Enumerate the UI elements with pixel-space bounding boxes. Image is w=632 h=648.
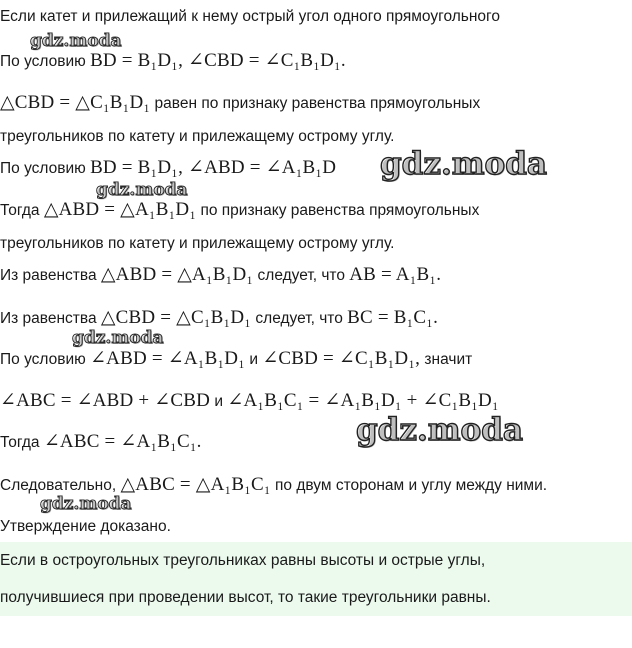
- text-line-14: Утверждение доказано.: [0, 518, 171, 535]
- text-line-8: Из равенства △ABD = △A₁B₁D₁ следует, что AB = A₁B₁.: [0, 264, 442, 285]
- text-line-4: треугольников по катету и прилежащему острому углу.: [0, 128, 395, 145]
- watermark-5: gdz.moda: [356, 412, 523, 448]
- text-line-11: ∠ABC = ∠ABD + ∠CBD и ∠A₁B₁C₁ = ∠A₁B₁D₁ + ∠C₁B₁D₁: [0, 390, 499, 411]
- text-line-2: По условию BD = B₁D₁, ∠CBD = ∠C₁B₁D₁.: [0, 50, 346, 71]
- highlight-line-1: Если в остроугольных треугольниках равны высоты и острые углы,: [0, 552, 486, 569]
- text-line-9: Из равенства △CBD = △C₁B₁D₁ следует, что BC = B₁C₁.: [0, 307, 439, 328]
- highlight-line-2: получившиеся при проведении высот, то такие треугольники равны.: [0, 589, 491, 606]
- watermark-4: gdz.moda: [72, 328, 164, 348]
- text-line-13: Следовательно, △ABC = △A₁B₁C₁ по двум сторонам и углу между ними.: [0, 474, 548, 495]
- text-line-5: По условию BD = B₁D₁, ∠ABD = ∠A₁B₁D: [0, 157, 337, 178]
- text-line-6: Тогда △ABD = △A₁B₁D₁ по признаку равенства прямоугольных: [0, 199, 480, 220]
- watermark-6: gdz.moda: [40, 494, 132, 514]
- text-line-1: Если катет и прилежащий к нему острый угол одного прямоугольного: [0, 8, 500, 25]
- watermark-1: gdz.moda: [30, 31, 122, 51]
- text-line-10: По условию ∠ABD = ∠A₁B₁D₁ и ∠CBD = ∠C₁B₁D₁, значит: [0, 348, 473, 369]
- watermark-3: gdz.moda: [96, 180, 188, 200]
- watermark-2: gdz.moda: [380, 146, 547, 182]
- text-line-7: треугольников по катету и прилежащему острому углу.: [0, 235, 395, 252]
- text-line-12: Тогда ∠ABC = ∠A₁B₁C₁.: [0, 431, 202, 452]
- text-line-3: △CBD = △C₁B₁D₁ равен по признаку равенства прямоугольных: [0, 92, 481, 113]
